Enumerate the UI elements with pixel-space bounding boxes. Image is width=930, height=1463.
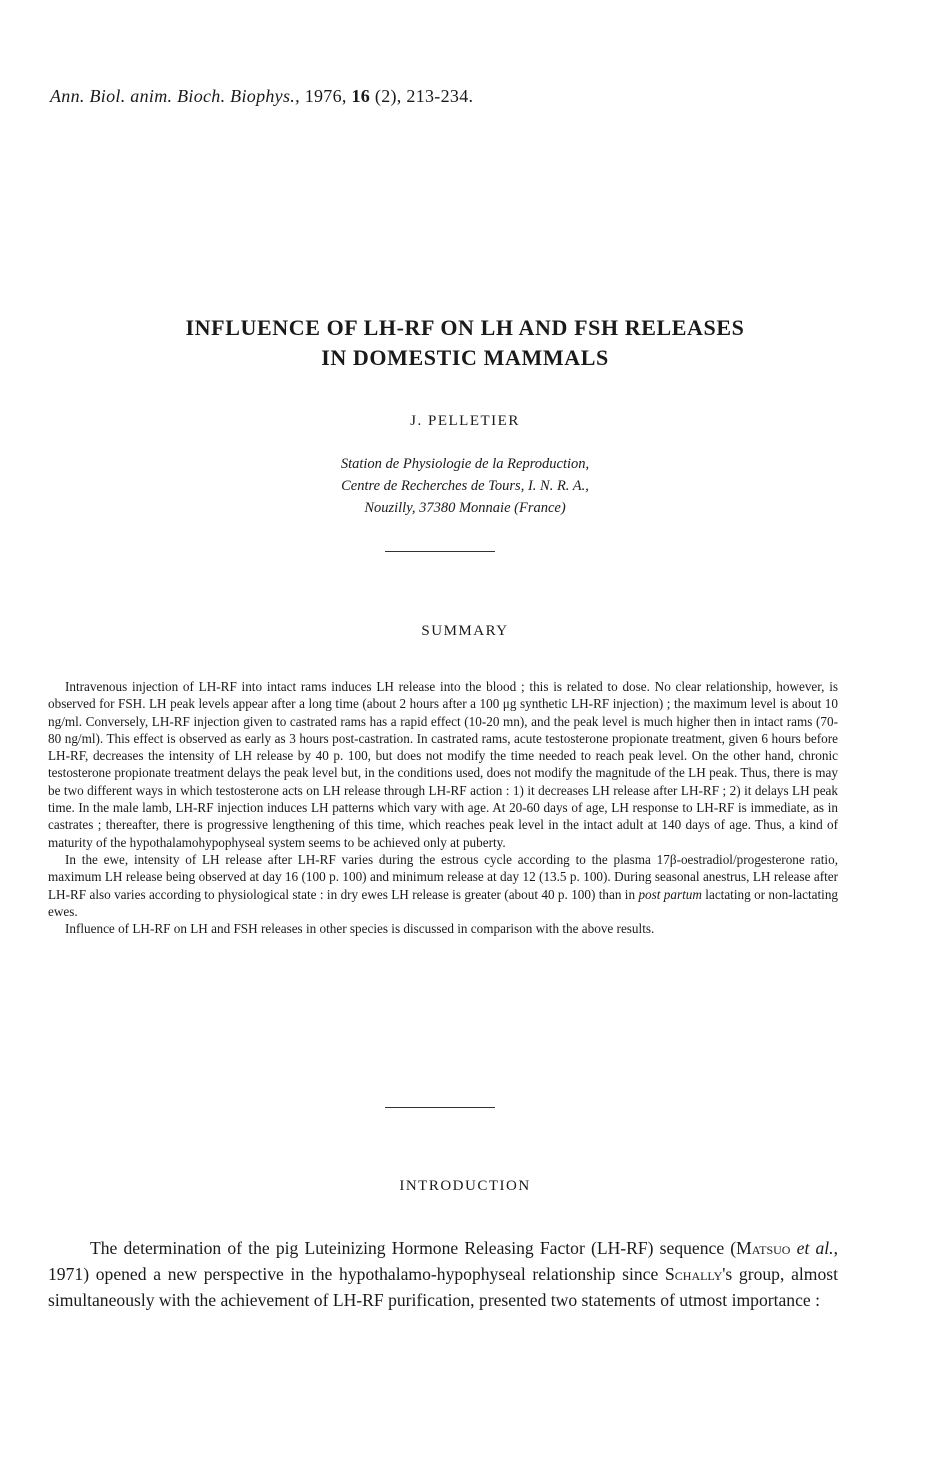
affiliation-line-2: Centre de Recherches de Tours, I. N. R. A., — [341, 478, 589, 494]
journal-year: 1976, — [304, 86, 347, 106]
summary-body — [48, 678, 838, 937]
journal-issue-pages: (2), 213-234. — [374, 86, 474, 106]
summary-heading: SUMMARY — [421, 623, 509, 639]
journal-volume: 16 — [351, 86, 371, 106]
journal-name: Ann. Biol. anim. Bioch. Biophys., — [50, 86, 300, 106]
cited-author-schally: Schally — [664, 1264, 723, 1284]
paper-title — [0, 313, 930, 373]
cited-author-matsuo: Matsuo — [736, 1238, 791, 1258]
title-line-2: IN DOMESTIC MAMMALS — [321, 345, 609, 370]
et-al: et al. — [796, 1238, 834, 1258]
divider-rule-top — [385, 551, 495, 552]
divider-rule-bottom — [385, 1107, 495, 1108]
introduction-heading: INTRODUCTION — [399, 1178, 531, 1194]
affiliation — [0, 453, 930, 519]
author-name: J. PELLETIER — [410, 413, 520, 429]
title-line-1: INFLUENCE OF LH-RF ON LH AND FSH RELEASES — [185, 315, 745, 340]
summary-paragraph-2-end: lactating or non-lactating ewes. — [48, 886, 839, 919]
introduction-body — [48, 1235, 838, 1313]
summary-paragraph-3: Influence of LH-RF on LH and FSH releases in other species is discussed in comparison with the above results. — [65, 921, 655, 937]
intro-text-3: 's group, almost simultaneously with the achievement of LH-RF purification, presented two statements of utmost importance : — [48, 1264, 838, 1310]
summary-paragraph-2-text: In the ewe, intensity of LH release after LH-RF varies during the estrous cycle according to the plasma 17β-oestradiol/progesterone ratio, maximum LH release being observed at day 16 (100 p. 100) and minimum release at day 12 (13.5 p. 100). During seasonal anestrus, LH release after LH-RF also varies according to physiological state : in dry ewes LH release is greater (about 40 p. 100) than in — [48, 851, 838, 902]
affiliation-line-1: Station de Physiologie de la Reproduction, — [340, 456, 590, 472]
summary-paragraph-1: Intravenous injection of LH-RF into intact rams induces LH release into the blood ; this is related to dose. No clear relationship, however, is observed for FSH. LH peak levels appear after a long time (about 2 hours after a 100 μg synthetic LH-RF injection) ; the maximum level is about 10 ng/ml. Conversely, LH-RF injection given to castrated rams has a rapid effect (10-20 mn), and the peak level is much higher then in intact rams (70-80 ng/ml). This effect is observed as early as 3 hours post-castration. In castrated rams, acute testosterone propionate treatment, given 6 hours before LH-RF, decreases the intensity of LH release by 40 p. 100, but does not modify the time needed to reach peak level. On the other hand, chronic testosterone propionate treatment delays the peak level but, in the conditions used, does not modify the magnitude of the LH peak. Thus, there is may be two different ways in which testosterone acts on LH release through LH-RF action : 1) it decreases LH release after LH-RF ; 2) it delays LH peak time. In the male lamb, LH-RF injection induces LH patterns which vary with age. At 20-60 days of age, LH response to LH-RF is immediate, as in castrates ; thereafter, there is progressive lengthening of this time, which reaches peak level in the intact adult at 140 days of age. Thus, a kind of maturity of the hypothalamohypophyseal system seems to be achieved only at puberty. — [48, 679, 838, 850]
journal-reference — [50, 86, 473, 107]
intro-text-2: , 1971) opened a new perspective in the hypothalamo-hypophyseal relationship since — [48, 1238, 838, 1284]
intro-text-1: The determination of the pig Luteinizing Hormone Releasing Factor (LH-RF) sequence ( — [90, 1238, 737, 1258]
summary-paragraph-2 — [48, 851, 838, 920]
affiliation-line-3: Nouzilly, 37380 Monnaie (France) — [364, 500, 566, 516]
summary-post-partum: post partum — [638, 886, 702, 902]
introduction-paragraph — [48, 1235, 838, 1313]
